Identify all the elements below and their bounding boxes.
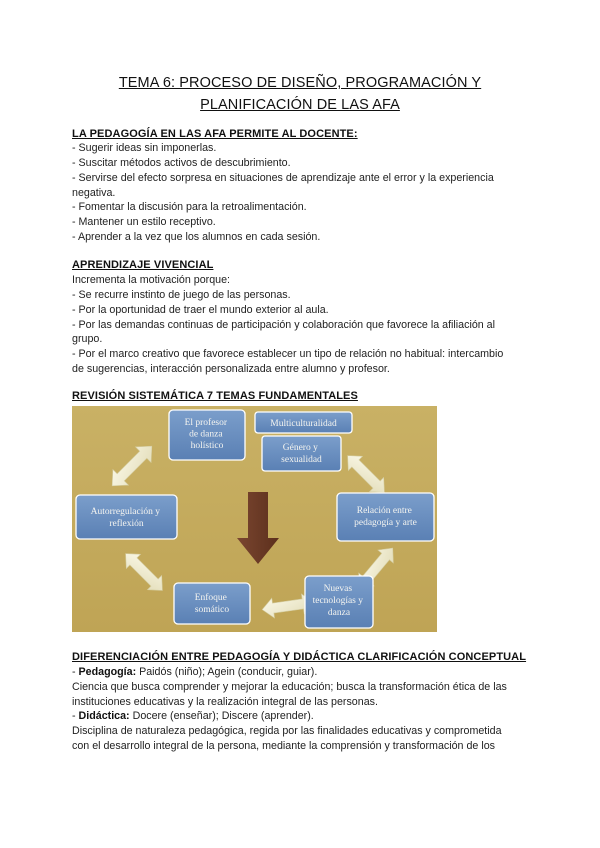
list-item: - Por las demandas continuas de participación y colaboración que favorece la afiliación al <box>72 319 495 331</box>
list-item: - Por el marco creativo que favorece establecer un tipo de relación no habitual: intercambio <box>72 348 504 360</box>
page-title-line-2: PLANIFICACIÓN DE LAS AFA <box>200 97 400 113</box>
paragraph-line: Incrementa la motivación porque: <box>72 274 231 286</box>
node-label-enfoque: Enfoque somático <box>194 593 230 615</box>
node-box-genero <box>262 436 341 471</box>
definition-etymology: Docere (enseñar); Discere (aprender). <box>129 710 314 722</box>
list-item-continuation: grupo. <box>72 333 103 345</box>
section-heading-diferenciacion: DIFERENCIACIÓN ENTRE PEDAGOGÍA Y DIDÁCTICA CLARIFICACIÓN CONCEPTUAL <box>72 651 527 663</box>
node-box-enfoque <box>174 583 250 624</box>
list-item: - Servirse del efecto sorpresa en situaciones de aprendizaje ante el error y la experiencia <box>72 172 494 184</box>
node-label-genero: Género y sexualidad <box>281 443 322 465</box>
definition-term: Pedagogía: <box>78 666 137 678</box>
node-label-nuevas: Nuevas tecnologías y danza <box>312 584 364 618</box>
list-item-continuation: de sugerencias, interacción personalizada entre alumno y profesor. <box>72 363 390 375</box>
list-item: - Suscitar métodos activos de descubrimiento. <box>72 157 291 169</box>
definition-didactica <box>72 709 314 724</box>
diagram-canvas <box>72 406 437 632</box>
node-box-autorregulacion <box>76 495 177 539</box>
section-heading-aprendizaje-vivencial: APRENDIZAJE VIVENCIAL <box>72 259 214 271</box>
page-title <box>60 72 540 116</box>
list-item-continuation: negativa. <box>72 187 116 199</box>
list-item: - Mantener un estilo receptivo. <box>72 216 216 228</box>
section-heading-revision-sistematica: REVISIÓN SISTEMÁTICA 7 TEMAS FUNDAMENTALES <box>72 390 358 402</box>
paragraph-line: Disciplina de naturaleza pedagógica, regida por las finalidades educativas y comprometida <box>72 725 502 737</box>
seven-topics-diagram <box>72 406 437 632</box>
definition-pedagogia <box>72 665 317 680</box>
list-item: - Sugerir ideas sin imponerlas. <box>72 142 217 154</box>
paragraph-line: instituciones educativas y la realización integral de las personas. <box>72 696 378 708</box>
paragraph-line: Ciencia que busca comprender y mejorar la educación; busca la transformación ética de las <box>72 681 507 693</box>
list-item: - Por la oportunidad de traer el mundo exterior al aula. <box>72 304 329 316</box>
definition-prefix: - <box>72 710 79 722</box>
node-box-relacion <box>337 493 434 541</box>
paragraph-line: con el desarrollo integral de la persona, mediante la comprensión y transformación de los <box>72 740 495 752</box>
definition-etymology: Paidós (niño); Agein (conducir, guiar). <box>136 666 318 678</box>
section-heading-pedagogia-afa: LA PEDAGOGÍA EN LAS AFA PERMITE AL DOCENTE: <box>72 128 358 140</box>
node-label-profesor: El profesor de danza holístico <box>184 418 228 451</box>
list-item: - Fomentar la discusión para la retroalimentación. <box>72 201 307 213</box>
definition-prefix: - <box>72 666 79 678</box>
node-label-relacion: Relación entre pedagogía y arte <box>354 506 417 528</box>
list-item: - Se recurre instinto de juego de las personas. <box>72 289 291 301</box>
page-title-line-1: TEMA 6: PROCESO DE DISEÑO, PROGRAMACIÓN Y <box>118 75 482 91</box>
node-label-multiculturalidad: Multiculturalidad <box>270 419 337 429</box>
definition-term: Didáctica: <box>78 710 130 722</box>
list-item: - Aprender a la vez que los alumnos en cada sesión. <box>72 231 321 243</box>
node-label-autorregulacion: Autorregulación y reflexión <box>90 507 161 529</box>
